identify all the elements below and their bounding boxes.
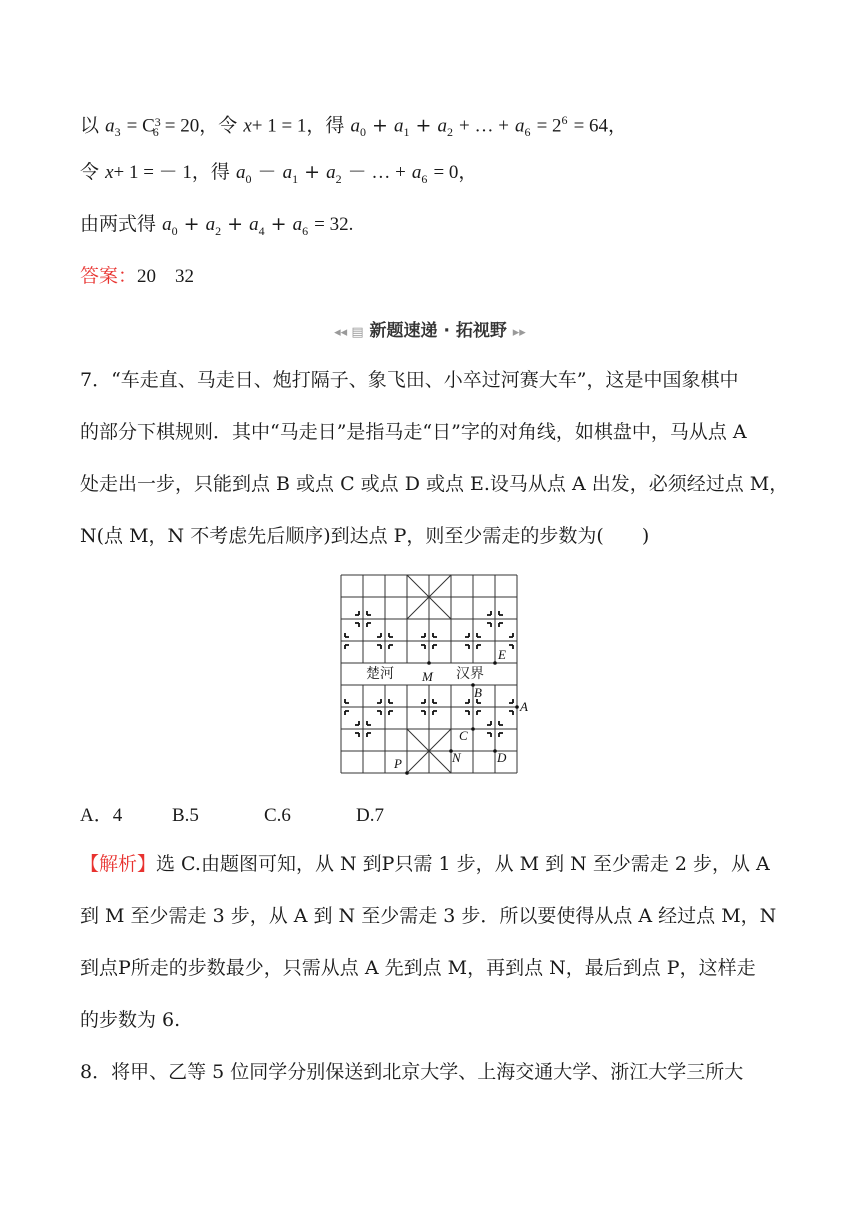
point-P [405, 771, 409, 775]
choice-c: C.6 [264, 805, 291, 826]
label-D: D [497, 750, 507, 765]
analysis-line-1: 【解析】选 C.由题图可知，从 N 到P只需 1 步，从 M 到 N 至少需走 2 步，从 A [80, 853, 770, 875]
label-N: N [452, 750, 461, 765]
point-E [493, 661, 497, 665]
left-deco-icon: ◂◂ ▤ [334, 325, 364, 340]
analysis-line-3: 到点P所走的步数最少，只需从点 A 先到点 M，再到点 N，最后到点 P，这样走 [80, 957, 756, 979]
right-deco-icon: ▸▸ [512, 325, 526, 340]
solution-line-2: 令 x+ 1 = － 1，得 $a_0 - a_1 + a_2$ － … + $a_6 = 0$， [80, 161, 478, 186]
point-A [515, 705, 519, 709]
label-M: M [422, 669, 433, 684]
answer-label: 答案： [80, 265, 138, 287]
label-C: C [459, 728, 468, 743]
label-B: B [474, 685, 482, 700]
label-E: E [498, 647, 506, 662]
q7-line-4: N(点 M，N 不考虑先后顺序)到达点 P，则至少需走的步数为( ) [80, 525, 650, 547]
q7-line-3: 处走出一步，只能到点 B 或点 C 或点 D 或点 E.设马从点 A 出发，必须经过点 M， [80, 473, 789, 495]
section-header [0, 316, 860, 341]
point-C [471, 727, 475, 731]
q8-line-1: 8．将甲、乙等 5 位同学分别保送到北京大学、上海交通大学、浙江大学三所大 [80, 1061, 744, 1083]
analysis-line-4: 的步数为 6. [80, 1009, 181, 1031]
q7-line-2: 的部分下棋规则．其中“马走日”是指马走“日”字的对角线，如棋盘中，马从点 A [80, 421, 747, 443]
analysis-tag: 【解析】 [80, 853, 157, 875]
analysis-line-2: 到 M 至少需走 3 步，从 A 到 N 至少需走 3 步．所以要使得从点 A 经过点 M，N [80, 905, 777, 927]
solution-line-1: 以 $a_3 = C_{36} = 20$，令 x+ 1 = 1，得 $a_0 + a_1 + a_2$ + … + $a_6 = 2^6 = 64$， [80, 113, 628, 140]
choice-a: A．4 [80, 805, 123, 826]
solution-line-3: 由两式得 $a_0 + a_2 + a_4 + a_6 = 32$. [80, 213, 354, 238]
river-right-label: 汉界 [456, 667, 484, 682]
chess-board-figure [330, 566, 530, 776]
label-P: P [394, 756, 402, 771]
answer-choices [80, 800, 384, 827]
point-M [427, 661, 431, 665]
choice-d: D.7 [356, 805, 384, 826]
q7-line-1: 7．“车走直、马走日、炮打隔子、象飞田、小卒过河赛大车”，这是中国象棋中 [80, 369, 739, 391]
answer-line [80, 262, 194, 291]
section-title: 新题速递 · 拓视野 [369, 321, 507, 341]
label-A: A [520, 699, 528, 714]
choice-b: B.5 [172, 805, 199, 826]
river-left-label: 楚河 [366, 667, 394, 682]
answer-value: 20 32 [137, 266, 195, 287]
